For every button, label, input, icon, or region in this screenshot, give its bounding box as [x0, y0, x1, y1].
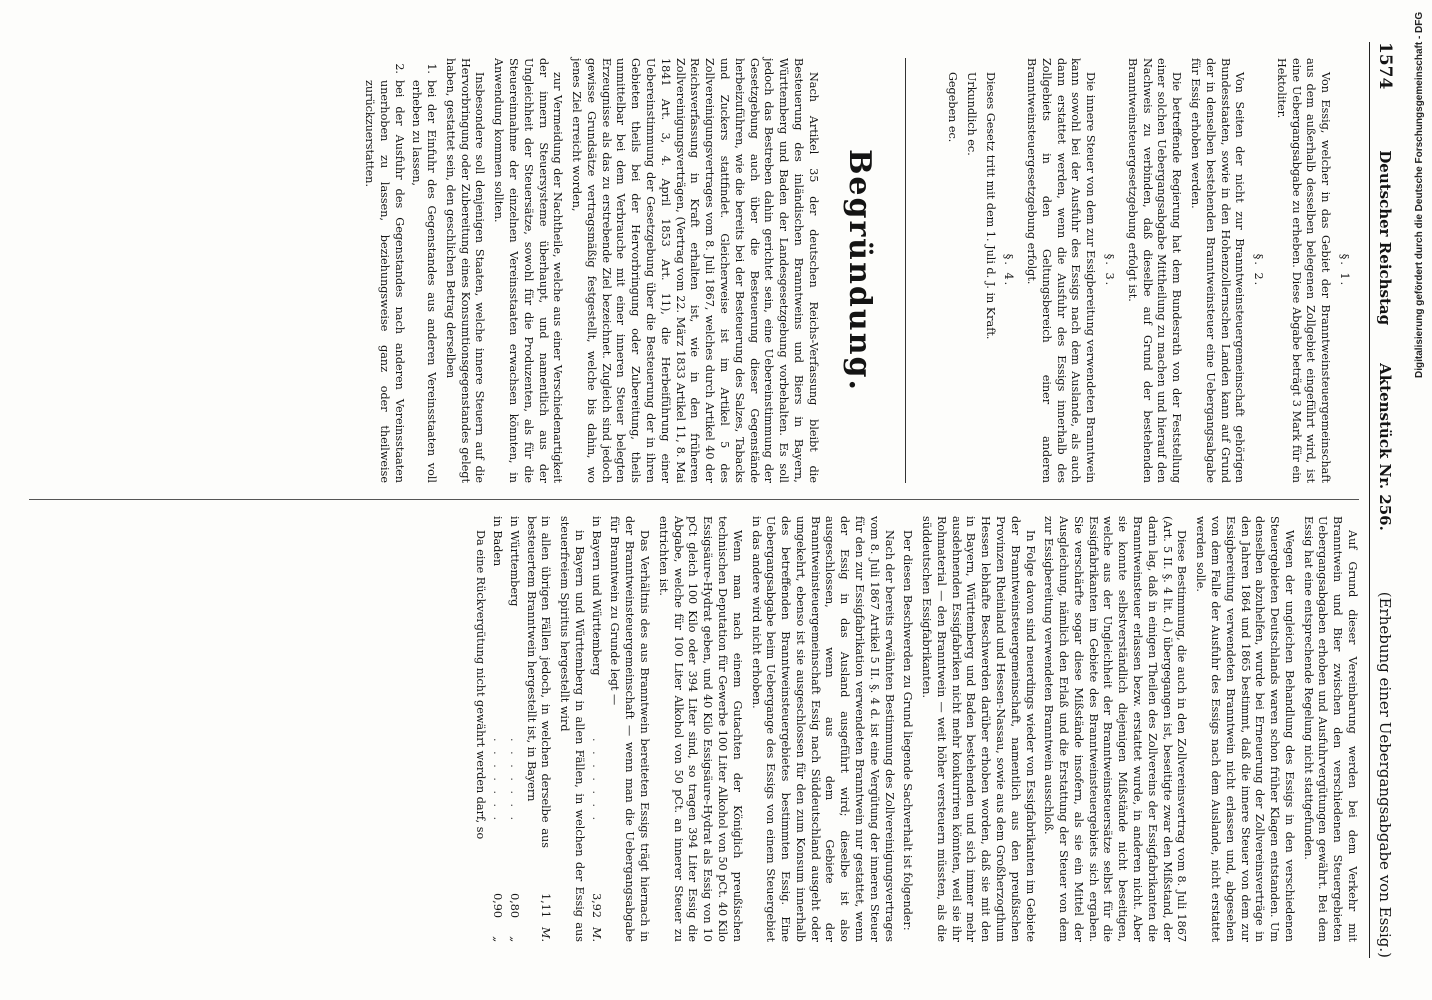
dfg-notice-text: Digitalisierung gefördert durch die Deutsche Forschungsgemeinschaft - DFG [1414, 12, 1425, 379]
section-1-text: Von Essig, welcher in das Gebiet der Branntweinsteuergemeinschaft aus dem außerhalb desselben belegenen Zollgebiet eingeführt wird, ist eine Uebergangsabgabe zu erheben. Diese Abgabe beträgt 3 Mark für ein Hektoliter. [1274, 58, 1333, 483]
rate-row [489, 516, 504, 942]
rate-value: 3,92 [589, 893, 603, 918]
section-4-text: Dieses Gesetz tritt mit dem 1. Juli d. J. in Kraft. [983, 72, 997, 340]
right-paragraph-6: Nach der bereits erwähnten Bestimmung des Zollvereinigungsvertrages vom 8. Juli 1867 Artikel 5 II. §. 4 d. ist eine Vergütung der inneren Steuer für den zur Essigfabrikation verwendeten Branntwein nur gestattet, wenn der Essig in das Ausland ausgeführt wird; dieselbe ist also ausgeschlossen, wenn aus dem Gebiete der Branntweinsteuergemeinschaft Essig nach Süddeutschland ausgeht oder umgekehrt, ebenso ist sie ausgeschlossen für den zum Konsum innerhalb des betreffenden Branntweinsteuergebietes bestimmten Essig. Eine Uebergangsabgabe beim Uebergange des Essigs von einem Steuergebiet in das andere wird nicht erhoben. [749, 516, 896, 942]
section-2-text: Von Seiten der nicht zur Branntweinsteuergemeinschaft gehörigen Bundesstaaten, sowie in den Hohenzollernschen Landen kann auf Grund der in denselben bestehenden Branntweinsteuer eine Uebergangsabgabe für Essig erhoben werden. [1188, 58, 1247, 483]
rate-label: in Württemberg [507, 516, 521, 607]
leader-dots: . . . . . . . [507, 738, 521, 824]
rate-unit: „ [491, 936, 505, 942]
section-2-text-2: Die betreffende Regierung hat dem Bundesrath von der Feststellung einer solchen Uebergangsabgabe Mittheilung zu machen und hierauf den Nachweis zu verbinden, daß dieselbe auf Grund der bestehenden Branntweinsteuergesetzgebung erfolgt ist. [1125, 58, 1184, 483]
rate-row [506, 516, 521, 942]
rate-value: 1,11 [539, 893, 553, 918]
rate-row [523, 516, 553, 942]
right-paragraph-7: Wenn man nach einem Gutachten der Königlich preußischen technischen Deputation für Gewerbe 100 Liter Alkohol von 50 pCt. 40 Kilo Essigsäure-Hydrat geben, und 40 Kilo Essigsäure-Hydrat als Essig von 10 pCt gleich 100 Kilo oder 394 Liter sind, so tragen 394 Liter Essig die Abgabe, welche für 100 Liter Alkohol von 50 pCt. an innerer Steuer zu entrichten ist. [656, 516, 744, 942]
right-paragraph-3: Diese Bestimmung, die auch in den Zollvereinsvertrag vom 8. Juli 1867 (Art. 5 II. §. 4 lit. d.) übergegangen ist, beseitigte zwar den Mißstand, der darin lag, daß in einigen Theilen des Zollvereins der Essigfabrikanten die Branntweinsteuer erlassen bezw. erstattet wurde, in anderen nicht. Aber sie konnte selbstverständlich diejenigen Mißstände nicht beseitigen, welche aus der Ungleichheit der Branntweinsteuersätze selbst für die Essigfabrikanten im Gebiete des Branntweinsteuergebiets sich ergaben. Sie verschärfte sogar diese Mißstände insofern, als sie ein Mittel der Ausgleichung, nämlich den Erlaß und die Erstattung der Steuer von dem zur Essigbereitung verwendeten Branntwein ausschloß. [1042, 516, 1189, 942]
document-reference: Aktenstück Nr. 256. [1376, 363, 1394, 531]
rate-label: in allen übrigen Fällen jedoch, in welchen derselbe aus besteuertem Branntwein hergestellt ist, in Bayern [524, 516, 553, 848]
rate-unit: M. [539, 926, 553, 942]
page-header [1369, 42, 1396, 958]
list-item-text: bei der Ausfuhr des Gegenstandes nach anderen Vereinsstaaten unerhoben zu lassen, beziehungsweise ganz oder theilweise zurückzuerstatten. [363, 80, 406, 483]
section-1-heading: §. 1. [1338, 253, 1351, 288]
right-paragraph-1: Auf Grund dieser Vereinbarung werden bei dem Verkehr mit Branntwein und Bier zwischen den verschiedenen Steuergebieten Uebergangsabgaben erhoben und Ausfuhrvergütungen gewährt. Bei dem Essig hat eine entsprechende Regelung nicht stattgefunden. [1301, 516, 1359, 942]
rates-intro: in Bayern und Württemberg in allen Fällen, in welchen der Essig aus steuerfreiem Spiritus hergestellt wird [558, 516, 586, 942]
leader-dots: . . . . . . . [589, 738, 603, 824]
section-3-heading: §. 3. [1103, 253, 1117, 288]
list-item [409, 58, 439, 483]
section-4-heading: §. 4. [1002, 253, 1016, 288]
begruendung-paragraph-1: Nach Artikel 35 der deutschen Reichs-Verfassung bleibt die Besteuerung des inländischen Branntweins und Biers in Bayern, Württemberg und Baden der Landesgesetzgebung vorbehalten. Es soll jedoch das Bestreben dahin gerichtet sein, eine Uebereinstimmung der Gesetzgebung auch über die Besteuerung dieser Gegenstände herbeizuführen, wie die bereits bei der Besteuerung des Salzes, Tabacks und Zuckers stattfindet. Gleicherweise ist im Artikel 5 des Zollvereinigungsvertrages vom 8. Juli 1867, welches durch Artikel 40 der Reichsverfassung in Kraft erhalten ist, wie in den früheren Zollvereinigungsverträgen, (Vertrag vom 22. März 1833 Artikel 11, 8. Mai 1841 Art. 3, 4. April 1853 Art. 11), die Herbeiführung einer Uebereinstimmung der Gesetzgebung über die Besteuerung der in ihren Gebieten theils bei der Hervorbringung oder Zubereitung, theils unmittelbar bei dem Verbrauche mit einer inneren Steuer belegten Erzeugnisse als das zu erstrebende Ziel bezeichnet. Zugleich sind jedoch gewisse Grundsätze vertragsmäßig festgestellt, welche bis dahin, wo jenes Ziel erreicht worden, [570, 58, 820, 483]
list-item-text: bei der Einfuhr des Gegenstandes aus anderen Vereinsstaaten voll erheben zu lassen, [410, 80, 439, 483]
right-paragraph-2: Wegen der ungleichen Behandlung des Essigs in den verschiedenen Steuergebieten Deutschlands waren schon früher Klagen entstanden. Um denselben abzuhelfen, wurde bei Erneuerung der Zollvereinsverträge in den Jahren 1864 und 1865 bestimmt, daß die innere Steuer von dem zur Essigbereitung verwendeten Branntwein nicht erlassen und, abgesehen von dem Falle der Ausfuhr des Essigs nach dem Auslande, nicht erstattet werden solle. [1194, 516, 1296, 942]
right-paragraph-4: In Folge davon sind neuerdings wieder von Essigfabrikanten im Gebiete der Branntweinsteuergemeinschaft, namentlich aus den preußischen Provinzen Rheinland und Hessen-Nassau, sowie aus dem Großherzogthum Hessen lebhafte Beschwerden darüber erhoben worden, daß sie mit den in Bayern, Württemberg und Baden bestehenden und sich immer mehr ausdehnenden Essigfabriken nicht mehr konkurriren könnten, weil sie ihr Rohmaterial — den Branntwein — weit höher versteuern müssten, als die süddeutschen Essigfabrikanten. [920, 516, 1037, 942]
begruendung-paragraph-2: zur Vermeidung der Nachtheile, welche aus einer Verschiedenartigkeit der innern Steuersysteme überhaupt, und namentlich aus der Ungleichheit der Steuersätze, sowohl für die Produzenten, als für die Steuereinnahme der einzelnen Vereinsstaaten erwachsen könnten, in Anwendung kommen sollten. [492, 58, 565, 483]
rate-unit: „ [507, 936, 521, 942]
section-3-text: Die innere Steuer von dem zur Essigbereitung verwendeten Branntwein kann sowohl bei der Ausfuhr des Essigs nach dem Auslande, als auch dann erstattet werden, wenn die Ausfuhr des Essigs innerhalb des Zollgebiets in den Geltungsbereich einer anderen Branntweinsteuergesetzgebung erfolgt. [1025, 58, 1098, 483]
list-item-number: 2. [392, 63, 406, 74]
closing-formula-1: Urkundlich ec. [964, 72, 978, 156]
closing-formula-2: Gegeben ec. [946, 72, 960, 143]
publication-title: Deutscher Reichstag [1376, 150, 1394, 326]
left-column [29, 42, 1359, 500]
right-paragraph-9: Da eine Rückvergütung nicht gewährt werden darf, so [474, 530, 488, 840]
right-paragraph-5: Der diesen Beschwerden zu Grund liegende Sachverhalt ist folgender: [901, 530, 915, 931]
section-2-heading: §. 2. [1252, 253, 1266, 288]
right-paragraph-8: Das Verhältnis des aus Branntwein bereiteten Essigs trägt hiernach in der Branntweinsteuergemeinschaft — wenn man die Uebergangsabgabe für Branntwein zu Grunde legt — [608, 516, 652, 942]
rate-label: in Baden [491, 516, 505, 567]
page-number: 1574 [1375, 42, 1395, 90]
begruendung-paragraph-3: Insbesondere soll denjenigen Staaten, welche innere Steuern auf die Hervorbringung oder Zubereitung eines Konsumtionsgegenstandes gelegt haben, gestattet sein, den geschlichen Betrag derselben [443, 58, 487, 483]
list-item [361, 58, 405, 483]
right-column [29, 500, 1359, 958]
scanned-page [15, 20, 1410, 980]
rate-row [588, 516, 603, 942]
begruendung-heading: Begründung. [840, 58, 907, 483]
leader-dots: . . . . . . . [491, 738, 505, 824]
dfg-funding-notice [1414, 12, 1430, 972]
rate-value: 0,80 [507, 893, 521, 918]
list-item-number: 1. [425, 63, 439, 74]
rate-value: 0,90 [491, 893, 505, 918]
rate-unit: M. [589, 926, 603, 942]
rate-label: in Bayern und Württemberg [589, 516, 603, 676]
running-title: (Erhebung einer Uebergangsabgabe von Essig.) [1376, 591, 1394, 958]
page-body [29, 42, 1359, 958]
